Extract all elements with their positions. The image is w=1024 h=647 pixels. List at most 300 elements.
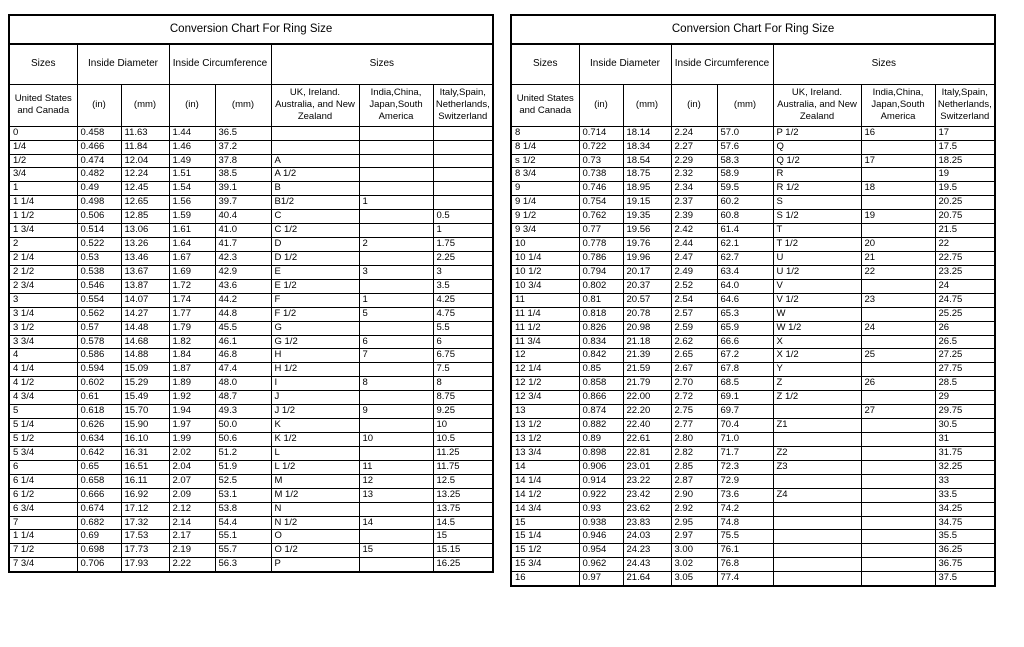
- table-cell: 26: [861, 377, 935, 391]
- table-cell: 34.75: [935, 516, 995, 530]
- table-cell: 11: [359, 460, 433, 474]
- table-cell: 1.67: [169, 252, 215, 266]
- table-row: [511, 558, 995, 572]
- table-cell: 58.3: [717, 154, 773, 168]
- table-cell: Q: [773, 140, 861, 154]
- table-cell: 47.4: [215, 363, 271, 377]
- table-cell: 19: [861, 210, 935, 224]
- table-cell: 12.85: [121, 210, 169, 224]
- table-cell: 2.27: [671, 140, 717, 154]
- table-cell: 0.722: [579, 140, 623, 154]
- table-cell: U: [773, 252, 861, 266]
- table-cell: 17.32: [121, 516, 169, 530]
- table-cell: 39.7: [215, 196, 271, 210]
- table-cell: 39.1: [215, 182, 271, 196]
- table-cell: 2.87: [671, 474, 717, 488]
- table-cell: J 1/2: [271, 405, 359, 419]
- table-cell: 41.0: [215, 224, 271, 238]
- table-cell: 11 3/4: [511, 335, 579, 349]
- table-row: [9, 349, 493, 363]
- table-cell: 65.3: [717, 307, 773, 321]
- table-cell: 71.7: [717, 446, 773, 460]
- table-cell: 10 1/2: [511, 265, 579, 279]
- table-cell: 37.8: [215, 154, 271, 168]
- table-cell: 14: [511, 460, 579, 474]
- table-cell: 3.5: [433, 279, 493, 293]
- table-cell: 4.75: [433, 307, 493, 321]
- table-cell: 27.75: [935, 363, 995, 377]
- table-cell: [359, 363, 433, 377]
- table-cell: 18.14: [623, 126, 671, 140]
- table-cell: 0.682: [77, 516, 121, 530]
- table-cell: 2.70: [671, 377, 717, 391]
- sub-header-circumference-mm: (mm): [717, 84, 773, 126]
- table-cell: 36.5: [215, 126, 271, 140]
- table-cell: 32.25: [935, 460, 995, 474]
- table-cell: 58.9: [717, 168, 773, 182]
- table-cell: [861, 446, 935, 460]
- table-cell: 0.85: [579, 363, 623, 377]
- table-cell: 13 1/2: [511, 419, 579, 433]
- table-cell: H 1/2: [271, 363, 359, 377]
- table-cell: 0.482: [77, 168, 121, 182]
- table-row: [9, 293, 493, 307]
- table-cell: 43.6: [215, 279, 271, 293]
- table-cell: [861, 488, 935, 502]
- table-cell: [433, 140, 493, 154]
- table-cell: 2.09: [169, 488, 215, 502]
- table-cell: 0.746: [579, 182, 623, 196]
- table-cell: A 1/2: [271, 168, 359, 182]
- table-cell: L: [271, 446, 359, 460]
- table-cell: G 1/2: [271, 335, 359, 349]
- table-cell: [359, 419, 433, 433]
- table-cell: [773, 572, 861, 586]
- table-cell: 71.0: [717, 433, 773, 447]
- table-cell: 0.634: [77, 433, 121, 447]
- table-cell: [861, 544, 935, 558]
- table-cell: 12: [359, 474, 433, 488]
- table-row: [511, 488, 995, 502]
- table-cell: 6: [433, 335, 493, 349]
- table-cell: [861, 474, 935, 488]
- table-cell: 0.458: [77, 126, 121, 140]
- table-cell: 15.70: [121, 405, 169, 419]
- table-cell: [773, 405, 861, 419]
- table-row: [511, 474, 995, 488]
- table-cell: [359, 502, 433, 516]
- group-header-row: [511, 44, 995, 84]
- table-cell: 62.7: [717, 252, 773, 266]
- sub-header-india: India,China, Japan,South America: [861, 84, 935, 126]
- table-row: [9, 433, 493, 447]
- table-cell: 21.18: [623, 335, 671, 349]
- table-cell: 0.562: [77, 307, 121, 321]
- table-cell: 2.32: [671, 168, 717, 182]
- table-cell: 44.8: [215, 307, 271, 321]
- table-cell: 2.24: [671, 126, 717, 140]
- table-cell: 2.07: [169, 474, 215, 488]
- table-cell: 19.15: [623, 196, 671, 210]
- table-cell: 60.2: [717, 196, 773, 210]
- table-cell: 22.75: [935, 252, 995, 266]
- table-cell: 2.97: [671, 530, 717, 544]
- table-row: [9, 279, 493, 293]
- table-cell: 33.5: [935, 488, 995, 502]
- table-cell: 9.25: [433, 405, 493, 419]
- table-cell: 14 1/4: [511, 474, 579, 488]
- table-cell: F 1/2: [271, 307, 359, 321]
- table-cell: 0.5: [433, 210, 493, 224]
- table-cell: 3.02: [671, 558, 717, 572]
- table-cell: 10 1/4: [511, 252, 579, 266]
- table-cell: [359, 279, 433, 293]
- table-cell: [359, 126, 433, 140]
- table-cell: 13.25: [433, 488, 493, 502]
- table-cell: 14.5: [433, 516, 493, 530]
- table-cell: P 1/2: [773, 126, 861, 140]
- table-cell: 0.834: [579, 335, 623, 349]
- table-row: [511, 572, 995, 586]
- table-cell: 12.04: [121, 154, 169, 168]
- table-row: [511, 126, 995, 140]
- ring-size-chart-left: [8, 14, 492, 647]
- table-cell: 0.674: [77, 502, 121, 516]
- table-cell: T 1/2: [773, 238, 861, 252]
- table-row: [511, 530, 995, 544]
- table-cell: 1 1/4: [9, 530, 77, 544]
- table-cell: 17: [861, 154, 935, 168]
- table-cell: 42.9: [215, 265, 271, 279]
- table-row: [511, 307, 995, 321]
- table-cell: 1.87: [169, 363, 215, 377]
- table-cell: 1.77: [169, 307, 215, 321]
- table-row: [511, 335, 995, 349]
- table-cell: 1: [9, 182, 77, 196]
- table-cell: 73.6: [717, 488, 773, 502]
- table-cell: 3 1/2: [9, 321, 77, 335]
- sub-header-diameter-in: (in): [77, 84, 121, 126]
- table-cell: 1.94: [169, 405, 215, 419]
- table-cell: 2.72: [671, 391, 717, 405]
- table-cell: 0.882: [579, 419, 623, 433]
- table-cell: 6: [9, 460, 77, 474]
- table-row: [9, 126, 493, 140]
- sub-header-circumference-in: (in): [169, 84, 215, 126]
- table-cell: [359, 154, 433, 168]
- table-cell: 38.5: [215, 168, 271, 182]
- table-cell: 0.57: [77, 321, 121, 335]
- table-row: [511, 168, 995, 182]
- table-cell: 0.73: [579, 154, 623, 168]
- table-cell: 24.23: [623, 544, 671, 558]
- table-cell: 1.56: [169, 196, 215, 210]
- table-cell: Q 1/2: [773, 154, 861, 168]
- table-cell: 69.7: [717, 405, 773, 419]
- table-cell: 0.754: [579, 196, 623, 210]
- table-cell: 0.698: [77, 544, 121, 558]
- table-cell: U 1/2: [773, 265, 861, 279]
- table-cell: 0.77: [579, 224, 623, 238]
- table-cell: 0.538: [77, 265, 121, 279]
- table-cell: 2.02: [169, 446, 215, 460]
- table-cell: 1.82: [169, 335, 215, 349]
- table-cell: 20.17: [623, 265, 671, 279]
- table-cell: D: [271, 238, 359, 252]
- table-cell: 22.20: [623, 405, 671, 419]
- table-cell: [773, 544, 861, 558]
- table-cell: 0.738: [579, 168, 623, 182]
- table-cell: 14.68: [121, 335, 169, 349]
- table-cell: [861, 572, 935, 586]
- table-cell: 9: [511, 182, 579, 196]
- table-cell: Z3: [773, 460, 861, 474]
- table-cell: 0.874: [579, 405, 623, 419]
- table-cell: 1.99: [169, 433, 215, 447]
- table-cell: 62.1: [717, 238, 773, 252]
- table-cell: 8 1/4: [511, 140, 579, 154]
- table-cell: 42.3: [215, 252, 271, 266]
- table-cell: 2.19: [169, 544, 215, 558]
- table-row: [511, 502, 995, 516]
- sub-header-india: India,China, Japan,South America: [359, 84, 433, 126]
- table-cell: [861, 530, 935, 544]
- table-cell: Z2: [773, 446, 861, 460]
- table-cell: 0.906: [579, 460, 623, 474]
- table-cell: [433, 126, 493, 140]
- table-cell: 2.62: [671, 335, 717, 349]
- table-cell: 23.42: [623, 488, 671, 502]
- table-cell: V 1/2: [773, 293, 861, 307]
- table-cell: 22.61: [623, 433, 671, 447]
- table-cell: 3.05: [671, 572, 717, 586]
- table-cell: 16.11: [121, 474, 169, 488]
- table-cell: 22.00: [623, 391, 671, 405]
- table-cell: 8: [511, 126, 579, 140]
- table-cell: 16: [861, 126, 935, 140]
- table-cell: 1.54: [169, 182, 215, 196]
- table-cell: [271, 126, 359, 140]
- table-cell: E: [271, 265, 359, 279]
- table-row: [511, 182, 995, 196]
- table-cell: 6: [359, 335, 433, 349]
- table-cell: 70.4: [717, 419, 773, 433]
- table-cell: X 1/2: [773, 349, 861, 363]
- table-cell: 2.44: [671, 238, 717, 252]
- table-cell: 66.6: [717, 335, 773, 349]
- table-row: [511, 516, 995, 530]
- table-cell: 0.898: [579, 446, 623, 460]
- table-cell: 24.75: [935, 293, 995, 307]
- sub-header-diameter-in: (in): [579, 84, 623, 126]
- table-cell: 15 1/4: [511, 530, 579, 544]
- table-cell: [773, 516, 861, 530]
- table-cell: 0.826: [579, 321, 623, 335]
- table-cell: 23.25: [935, 265, 995, 279]
- table-cell: 2.37: [671, 196, 717, 210]
- table-cell: 46.8: [215, 349, 271, 363]
- sub-header-us-canada: United States and Canada: [9, 84, 77, 126]
- table-cell: J: [271, 391, 359, 405]
- table-cell: 30.5: [935, 419, 995, 433]
- table-row: [9, 544, 493, 558]
- table-row: [9, 446, 493, 460]
- table-cell: 1.75: [433, 238, 493, 252]
- table-cell: 8.75: [433, 391, 493, 405]
- group-header-sizes-right: Sizes: [271, 44, 493, 84]
- table-cell: 21.5: [935, 224, 995, 238]
- conversion-table-left: [8, 14, 494, 573]
- table-row: [511, 321, 995, 335]
- table-cell: 29: [935, 391, 995, 405]
- table-cell: 51.9: [215, 460, 271, 474]
- table-row: [9, 377, 493, 391]
- table-cell: 64.0: [717, 279, 773, 293]
- table-cell: 11 1/2: [511, 321, 579, 335]
- sub-header-diameter-mm: (mm): [121, 84, 169, 126]
- table-cell: 55.7: [215, 544, 271, 558]
- sub-header-circumference-in: (in): [671, 84, 717, 126]
- sub-header-diameter-mm: (mm): [623, 84, 671, 126]
- table-cell: 23.62: [623, 502, 671, 516]
- table-cell: 2.49: [671, 265, 717, 279]
- table-cell: L 1/2: [271, 460, 359, 474]
- table-row: [9, 154, 493, 168]
- table-cell: 6 1/4: [9, 474, 77, 488]
- table-cell: Z4: [773, 488, 861, 502]
- table-cell: 2 1/2: [9, 265, 77, 279]
- table-cell: A: [271, 154, 359, 168]
- table-cell: [433, 182, 493, 196]
- table-cell: G: [271, 321, 359, 335]
- table-cell: 40.4: [215, 210, 271, 224]
- table-cell: 0.842: [579, 349, 623, 363]
- table-cell: [773, 502, 861, 516]
- table-cell: 26.5: [935, 335, 995, 349]
- table-cell: 27.25: [935, 349, 995, 363]
- table-row: [9, 474, 493, 488]
- table-cell: 3 1/4: [9, 307, 77, 321]
- table-cell: 7: [9, 516, 77, 530]
- table-cell: [359, 182, 433, 196]
- table-cell: S 1/2: [773, 210, 861, 224]
- table-cell: 16.25: [433, 558, 493, 572]
- table-cell: 12.5: [433, 474, 493, 488]
- table-cell: 7.5: [433, 363, 493, 377]
- table-cell: [861, 196, 935, 210]
- table-cell: 18.25: [935, 154, 995, 168]
- group-header-inside-circumference: Inside Circumference: [169, 44, 271, 84]
- table-cell: 2.65: [671, 349, 717, 363]
- table-cell: 37.2: [215, 140, 271, 154]
- table-cell: [773, 474, 861, 488]
- table-cell: 15.49: [121, 391, 169, 405]
- table-cell: 1.69: [169, 265, 215, 279]
- table-cell: 18.54: [623, 154, 671, 168]
- table-cell: 0.97: [579, 572, 623, 586]
- table-cell: 22: [861, 265, 935, 279]
- table-cell: 67.2: [717, 349, 773, 363]
- table-cell: 74.8: [717, 516, 773, 530]
- table-row: [511, 224, 995, 238]
- table-cell: 3.00: [671, 544, 717, 558]
- table-cell: 21.79: [623, 377, 671, 391]
- table-cell: 2: [359, 238, 433, 252]
- table-cell: 36.75: [935, 558, 995, 572]
- table-cell: 19.35: [623, 210, 671, 224]
- table-cell: 0.69: [77, 530, 121, 544]
- table-cell: 0.626: [77, 419, 121, 433]
- table-cell: [861, 363, 935, 377]
- table-cell: 11.25: [433, 446, 493, 460]
- table-cell: K: [271, 419, 359, 433]
- table-cell: 1.72: [169, 279, 215, 293]
- table-cell: 5 1/4: [9, 419, 77, 433]
- table-cell: 8: [359, 377, 433, 391]
- table-cell: 13.87: [121, 279, 169, 293]
- table-cell: [861, 391, 935, 405]
- table-row: [9, 224, 493, 238]
- table-cell: 1: [359, 196, 433, 210]
- table-cell: 0.922: [579, 488, 623, 502]
- table-cell: 13 3/4: [511, 446, 579, 460]
- table-cell: 2.85: [671, 460, 717, 474]
- table-cell: 68.5: [717, 377, 773, 391]
- table-cell: [861, 419, 935, 433]
- table-cell: 15 3/4: [511, 558, 579, 572]
- table-cell: [433, 154, 493, 168]
- table-cell: 21.59: [623, 363, 671, 377]
- table-cell: 5: [9, 405, 77, 419]
- table-cell: 14: [359, 516, 433, 530]
- table-cell: [359, 252, 433, 266]
- table-cell: 20.75: [935, 210, 995, 224]
- table-row: [511, 196, 995, 210]
- table-cell: [861, 558, 935, 572]
- table-cell: 14 3/4: [511, 502, 579, 516]
- table-cell: 16.31: [121, 446, 169, 460]
- sub-header-uk: UK, Ireland. Australia, and New Zealand: [271, 84, 359, 126]
- table-cell: 1.51: [169, 168, 215, 182]
- table-cell: 2.92: [671, 502, 717, 516]
- table-cell: 0.514: [77, 224, 121, 238]
- table-cell: 0.642: [77, 446, 121, 460]
- table-cell: 16.10: [121, 433, 169, 447]
- table-cell: 2.54: [671, 293, 717, 307]
- table-cell: 67.8: [717, 363, 773, 377]
- table-row: [9, 460, 493, 474]
- table-cell: 0.498: [77, 196, 121, 210]
- table-cell: 0.522: [77, 238, 121, 252]
- table-cell: 10: [433, 419, 493, 433]
- table-cell: 5.5: [433, 321, 493, 335]
- table-cell: 35.5: [935, 530, 995, 544]
- sub-header-us-canada: United States and Canada: [511, 84, 579, 126]
- table-cell: 14.88: [121, 349, 169, 363]
- table-cell: C 1/2: [271, 224, 359, 238]
- table-cell: 50.6: [215, 433, 271, 447]
- table-cell: 2.14: [169, 516, 215, 530]
- table-row: [511, 210, 995, 224]
- table-cell: 24: [935, 279, 995, 293]
- table-cell: 25.25: [935, 307, 995, 321]
- group-header-inside-circumference: Inside Circumference: [671, 44, 773, 84]
- table-cell: 2.25: [433, 252, 493, 266]
- table-cell: 15.90: [121, 419, 169, 433]
- table-cell: 74.2: [717, 502, 773, 516]
- table-cell: 52.5: [215, 474, 271, 488]
- table-cell: 3: [433, 265, 493, 279]
